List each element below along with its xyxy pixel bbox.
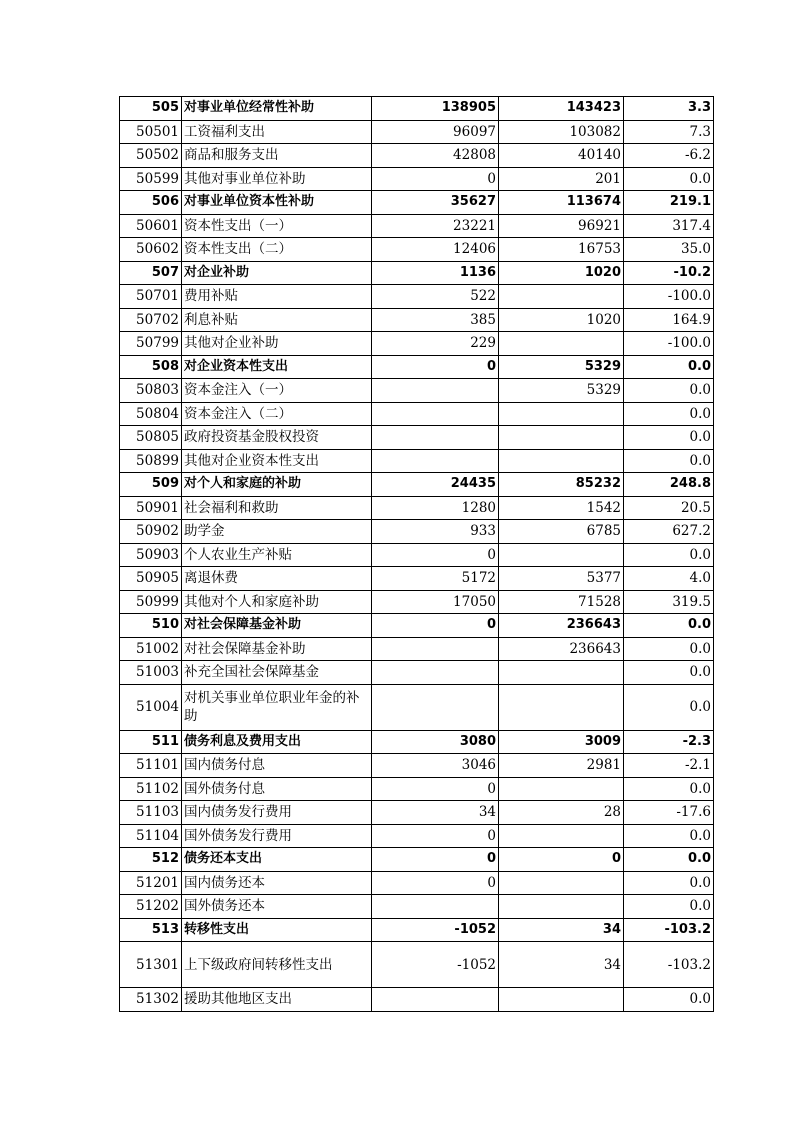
row-name-cell: 对企业资本性支出 xyxy=(182,355,372,379)
category-row xyxy=(120,614,714,638)
row-code-cell: 50805 xyxy=(120,426,182,450)
change-cell: 219.1 xyxy=(624,191,714,215)
value-cell-2 xyxy=(499,895,624,919)
value-cell-2: 96921 xyxy=(499,214,624,238)
change-cell: 0.0 xyxy=(624,379,714,403)
value-cell-1: 229 xyxy=(372,332,499,356)
change-cell: 0.0 xyxy=(624,895,714,919)
change-cell: 0.0 xyxy=(624,824,714,848)
value-cell-1: 0 xyxy=(372,777,499,801)
row-code-cell: 50702 xyxy=(120,308,182,332)
table-row xyxy=(120,402,714,426)
row-code-cell: 506 xyxy=(120,191,182,215)
value-cell-1: 0 xyxy=(372,614,499,638)
row-name-cell: 助学金 xyxy=(182,520,372,544)
value-cell-2: 85232 xyxy=(499,473,624,497)
value-cell-1 xyxy=(372,637,499,661)
row-name-cell: 政府投资基金股权投资 xyxy=(182,426,372,450)
value-cell-1: 0 xyxy=(372,824,499,848)
row-name-cell: 对事业单位资本性补助 xyxy=(182,191,372,215)
row-code-cell: 50602 xyxy=(120,238,182,262)
value-cell-1: 933 xyxy=(372,520,499,544)
value-cell-1: 522 xyxy=(372,285,499,309)
value-cell-2: 1020 xyxy=(499,261,624,285)
category-row xyxy=(120,918,714,942)
change-cell: 164.9 xyxy=(624,308,714,332)
value-cell-2: 103082 xyxy=(499,120,624,144)
value-cell-1: 3080 xyxy=(372,730,499,754)
row-name-cell: 对事业单位经常性补助 xyxy=(182,97,372,121)
category-row xyxy=(120,730,714,754)
table-row xyxy=(120,684,714,730)
table-row xyxy=(120,988,714,1012)
row-name-cell: 对机关事业单位职业年金的补助 xyxy=(182,684,372,730)
row-name-cell: 上下级政府间转移性支出 xyxy=(182,942,372,988)
value-cell-1: 42808 xyxy=(372,144,499,168)
change-cell: 3.3 xyxy=(624,97,714,121)
row-name-cell: 国内债务发行费用 xyxy=(182,801,372,825)
change-cell: 0.0 xyxy=(624,426,714,450)
table-row xyxy=(120,661,714,685)
row-name-cell: 资本性支出（一） xyxy=(182,214,372,238)
table-row xyxy=(120,426,714,450)
value-cell-2: 2981 xyxy=(499,754,624,778)
value-cell-1: 0 xyxy=(372,543,499,567)
value-cell-2: 1542 xyxy=(499,496,624,520)
row-name-cell: 个人农业生产补贴 xyxy=(182,543,372,567)
value-cell-2: 5329 xyxy=(499,379,624,403)
value-cell-1: 1136 xyxy=(372,261,499,285)
value-cell-1: -1052 xyxy=(372,918,499,942)
value-cell-2 xyxy=(499,543,624,567)
row-code-cell: 509 xyxy=(120,473,182,497)
change-cell: 0.0 xyxy=(624,988,714,1012)
change-cell: 0.0 xyxy=(624,614,714,638)
value-cell-2: 71528 xyxy=(499,590,624,614)
row-code-cell: 50804 xyxy=(120,402,182,426)
table-row xyxy=(120,496,714,520)
value-cell-2 xyxy=(499,988,624,1012)
table-row xyxy=(120,332,714,356)
row-code-cell: 51003 xyxy=(120,661,182,685)
row-name-cell: 社会福利和救助 xyxy=(182,496,372,520)
row-code-cell: 50902 xyxy=(120,520,182,544)
row-code-cell: 50601 xyxy=(120,214,182,238)
row-code-cell: 51301 xyxy=(120,942,182,988)
row-name-cell: 资本金注入（二） xyxy=(182,402,372,426)
change-cell: 0.0 xyxy=(624,543,714,567)
row-code-cell: 513 xyxy=(120,918,182,942)
value-cell-2 xyxy=(499,684,624,730)
value-cell-1: 3046 xyxy=(372,754,499,778)
value-cell-1: 1280 xyxy=(372,496,499,520)
value-cell-1: 5172 xyxy=(372,567,499,591)
row-name-cell: 资本性支出（二） xyxy=(182,238,372,262)
row-code-cell: 51101 xyxy=(120,754,182,778)
table-row xyxy=(120,285,714,309)
change-cell: -6.2 xyxy=(624,144,714,168)
row-code-cell: 51202 xyxy=(120,895,182,919)
row-name-cell: 离退休费 xyxy=(182,567,372,591)
row-code-cell: 51004 xyxy=(120,684,182,730)
change-cell: 20.5 xyxy=(624,496,714,520)
row-name-cell: 对社会保障基金补助 xyxy=(182,637,372,661)
row-code-cell: 505 xyxy=(120,97,182,121)
change-cell: 0.0 xyxy=(624,848,714,872)
row-name-cell: 转移性支出 xyxy=(182,918,372,942)
value-cell-2 xyxy=(499,661,624,685)
table-row xyxy=(120,637,714,661)
table-row xyxy=(120,238,714,262)
value-cell-1: 0 xyxy=(372,848,499,872)
change-cell: -103.2 xyxy=(624,942,714,988)
value-cell-2: 113674 xyxy=(499,191,624,215)
row-name-cell: 费用补贴 xyxy=(182,285,372,309)
value-cell-1: 17050 xyxy=(372,590,499,614)
row-name-cell: 国外债务付息 xyxy=(182,777,372,801)
change-cell: 0.0 xyxy=(624,637,714,661)
row-code-cell: 50903 xyxy=(120,543,182,567)
category-row xyxy=(120,97,714,121)
change-cell: 7.3 xyxy=(624,120,714,144)
table-row xyxy=(120,871,714,895)
category-row xyxy=(120,473,714,497)
value-cell-1: 34 xyxy=(372,801,499,825)
row-code-cell: 510 xyxy=(120,614,182,638)
value-cell-2: 16753 xyxy=(499,238,624,262)
row-code-cell: 51201 xyxy=(120,871,182,895)
row-code-cell: 50502 xyxy=(120,144,182,168)
change-cell: -17.6 xyxy=(624,801,714,825)
row-name-cell: 国外债务发行费用 xyxy=(182,824,372,848)
row-code-cell: 50899 xyxy=(120,449,182,473)
table-row xyxy=(120,590,714,614)
value-cell-2: 34 xyxy=(499,942,624,988)
budget-table xyxy=(119,96,714,1012)
row-name-cell: 其他对事业单位补助 xyxy=(182,167,372,191)
row-code-cell: 511 xyxy=(120,730,182,754)
change-cell: 0.0 xyxy=(624,402,714,426)
value-cell-1: 35627 xyxy=(372,191,499,215)
change-cell: 319.5 xyxy=(624,590,714,614)
value-cell-2 xyxy=(499,449,624,473)
value-cell-2 xyxy=(499,777,624,801)
table-row xyxy=(120,567,714,591)
change-cell: 0.0 xyxy=(624,355,714,379)
row-name-cell: 其他对企业补助 xyxy=(182,332,372,356)
value-cell-1: 12406 xyxy=(372,238,499,262)
change-cell: 0.0 xyxy=(624,871,714,895)
value-cell-2: 236643 xyxy=(499,614,624,638)
table-row xyxy=(120,167,714,191)
value-cell-2: 0 xyxy=(499,848,624,872)
value-cell-2 xyxy=(499,402,624,426)
category-row xyxy=(120,848,714,872)
row-code-cell: 51302 xyxy=(120,988,182,1012)
value-cell-1: 138905 xyxy=(372,97,499,121)
row-code-cell: 50701 xyxy=(120,285,182,309)
change-cell: 0.0 xyxy=(624,449,714,473)
row-code-cell: 51104 xyxy=(120,824,182,848)
row-code-cell: 50901 xyxy=(120,496,182,520)
change-cell: 627.2 xyxy=(624,520,714,544)
category-row xyxy=(120,355,714,379)
value-cell-2: 40140 xyxy=(499,144,624,168)
table-row xyxy=(120,543,714,567)
row-code-cell: 50803 xyxy=(120,379,182,403)
value-cell-1: 0 xyxy=(372,167,499,191)
table-row xyxy=(120,777,714,801)
row-code-cell: 50799 xyxy=(120,332,182,356)
value-cell-2: 201 xyxy=(499,167,624,191)
value-cell-2: 5377 xyxy=(499,567,624,591)
table-row xyxy=(120,942,714,988)
change-cell: -2.3 xyxy=(624,730,714,754)
value-cell-2: 1020 xyxy=(499,308,624,332)
value-cell-1 xyxy=(372,402,499,426)
budget-table-body xyxy=(120,97,714,1012)
table-row xyxy=(120,824,714,848)
row-name-cell: 国外债务还本 xyxy=(182,895,372,919)
row-name-cell: 利息补贴 xyxy=(182,308,372,332)
row-name-cell: 对社会保障基金补助 xyxy=(182,614,372,638)
row-code-cell: 508 xyxy=(120,355,182,379)
change-cell: 248.8 xyxy=(624,473,714,497)
change-cell: 317.4 xyxy=(624,214,714,238)
value-cell-2: 143423 xyxy=(499,97,624,121)
value-cell-1: 0 xyxy=(372,355,499,379)
value-cell-2 xyxy=(499,285,624,309)
row-code-cell: 51103 xyxy=(120,801,182,825)
value-cell-1: -1052 xyxy=(372,942,499,988)
value-cell-2 xyxy=(499,824,624,848)
row-name-cell: 其他对企业资本性支出 xyxy=(182,449,372,473)
change-cell: -2.1 xyxy=(624,754,714,778)
row-code-cell: 50599 xyxy=(120,167,182,191)
value-cell-1 xyxy=(372,684,499,730)
change-cell: 0.0 xyxy=(624,777,714,801)
value-cell-2: 3009 xyxy=(499,730,624,754)
row-code-cell: 50905 xyxy=(120,567,182,591)
row-code-cell: 50501 xyxy=(120,120,182,144)
change-cell: -100.0 xyxy=(624,285,714,309)
table-row xyxy=(120,379,714,403)
value-cell-1: 385 xyxy=(372,308,499,332)
value-cell-1 xyxy=(372,988,499,1012)
table-row xyxy=(120,120,714,144)
table-row xyxy=(120,144,714,168)
row-name-cell: 债务还本支出 xyxy=(182,848,372,872)
row-name-cell: 对个人和家庭的补助 xyxy=(182,473,372,497)
value-cell-1 xyxy=(372,426,499,450)
change-cell: 0.0 xyxy=(624,167,714,191)
value-cell-2: 5329 xyxy=(499,355,624,379)
value-cell-2: 28 xyxy=(499,801,624,825)
value-cell-2: 236643 xyxy=(499,637,624,661)
row-name-cell: 对企业补助 xyxy=(182,261,372,285)
change-cell: 0.0 xyxy=(624,661,714,685)
table-row xyxy=(120,754,714,778)
category-row xyxy=(120,191,714,215)
value-cell-2 xyxy=(499,871,624,895)
value-cell-1 xyxy=(372,661,499,685)
change-cell: 4.0 xyxy=(624,567,714,591)
row-code-cell: 51002 xyxy=(120,637,182,661)
value-cell-1 xyxy=(372,449,499,473)
row-code-cell: 50999 xyxy=(120,590,182,614)
value-cell-2 xyxy=(499,332,624,356)
row-name-cell: 其他对个人和家庭补助 xyxy=(182,590,372,614)
row-name-cell: 援助其他地区支出 xyxy=(182,988,372,1012)
change-cell: -100.0 xyxy=(624,332,714,356)
value-cell-2 xyxy=(499,426,624,450)
row-name-cell: 资本金注入（一） xyxy=(182,379,372,403)
table-row xyxy=(120,895,714,919)
row-name-cell: 补充全国社会保障基金 xyxy=(182,661,372,685)
change-cell: -103.2 xyxy=(624,918,714,942)
value-cell-2: 34 xyxy=(499,918,624,942)
value-cell-1: 23221 xyxy=(372,214,499,238)
value-cell-1: 96097 xyxy=(372,120,499,144)
row-name-cell: 国内债务还本 xyxy=(182,871,372,895)
row-name-cell: 国内债务付息 xyxy=(182,754,372,778)
row-name-cell: 工资福利支出 xyxy=(182,120,372,144)
row-code-cell: 507 xyxy=(120,261,182,285)
value-cell-2: 6785 xyxy=(499,520,624,544)
row-name-cell: 商品和服务支出 xyxy=(182,144,372,168)
row-name-cell: 债务利息及费用支出 xyxy=(182,730,372,754)
table-row xyxy=(120,520,714,544)
table-row xyxy=(120,214,714,238)
table-row xyxy=(120,801,714,825)
value-cell-1 xyxy=(372,895,499,919)
value-cell-1 xyxy=(372,379,499,403)
table-row xyxy=(120,449,714,473)
category-row xyxy=(120,261,714,285)
change-cell: 35.0 xyxy=(624,238,714,262)
change-cell: -10.2 xyxy=(624,261,714,285)
change-cell: 0.0 xyxy=(624,684,714,730)
value-cell-1: 0 xyxy=(372,871,499,895)
row-code-cell: 51102 xyxy=(120,777,182,801)
row-code-cell: 512 xyxy=(120,848,182,872)
table-row xyxy=(120,308,714,332)
value-cell-1: 24435 xyxy=(372,473,499,497)
